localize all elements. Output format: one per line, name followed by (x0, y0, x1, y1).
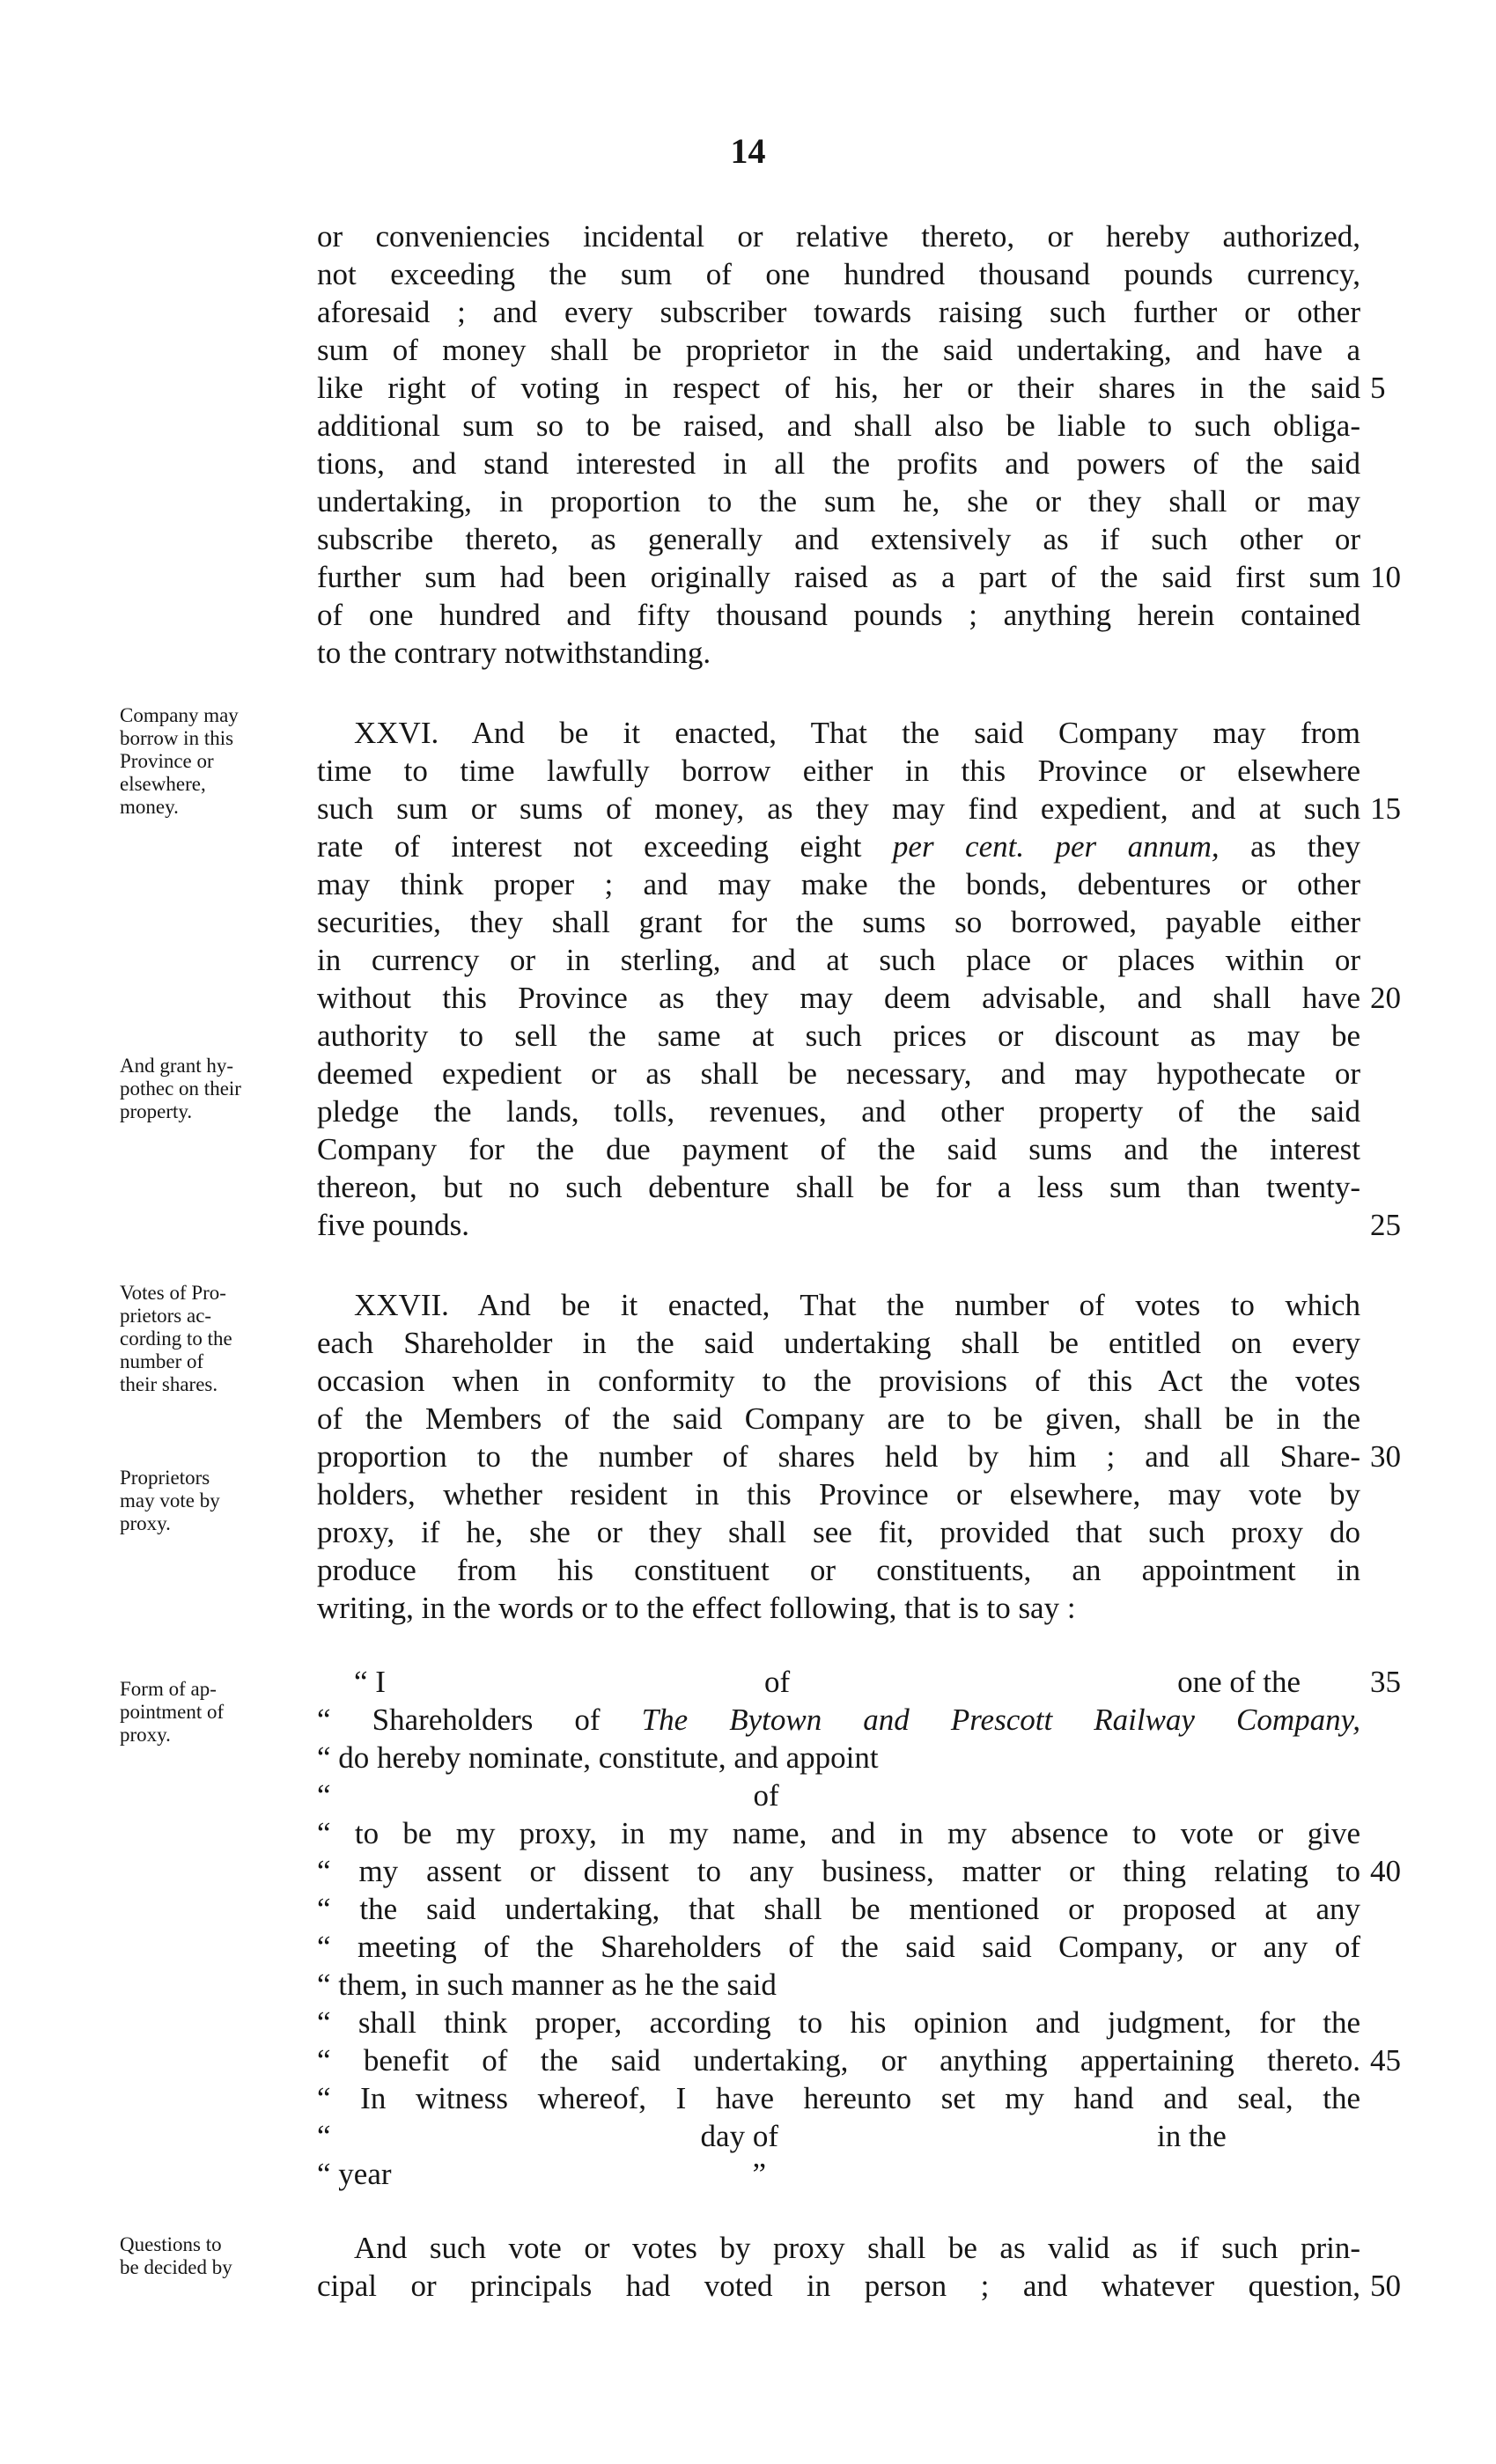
form-line: “ shall think proper, according to his opinion and judgment, for the (317, 2005, 1360, 2040)
margin-note-proxy: Proprietors may vote by proxy. (120, 1467, 220, 1534)
section-xxvi-heading: XXVI. And be it enacted, That the said Company may from (354, 716, 1360, 750)
text-line: cipal or principals had voted in person ; and whatever question, (317, 2269, 1360, 2303)
page-number: 14 (730, 131, 766, 171)
form-line: “ benefit of the said undertaking, or anything appertaining thereto. (317, 2043, 1360, 2078)
text-line: to the contrary notwithstanding. (317, 636, 711, 670)
margin-note-hypothec: And grant hy- pothec on their property. (120, 1055, 241, 1122)
line-number: 20 (1370, 981, 1401, 1015)
text-line: Company for the due payment of the said sums and the interest (317, 1132, 1360, 1166)
text-line: thereon, but no such debenture shall be for a less sum than twenty- (317, 1170, 1360, 1204)
text-line: time to time lawfully borrow either in this Province or elsewhere (317, 754, 1360, 788)
text-line: proxy, if he, she or they shall see fit, provided that such proxy do (317, 1515, 1360, 1549)
form-line: “ year ” (317, 2157, 767, 2191)
text-line: five pounds. (317, 1208, 470, 1242)
form-line: “ to be my proxy, in my name, and in my absence to vote or give (317, 1816, 1360, 1850)
margin-note-votes: Votes of Pro- prietors ac- cording to the number of their shares. (120, 1282, 232, 1395)
text-line: pledge the lands, tolls, revenues, and other property of the said (317, 1094, 1360, 1129)
margin-note-questions: Questions to be decided by (120, 2233, 232, 2278)
text-line: produce from his constituent or constituents, an appointment in (317, 1553, 1360, 1587)
margin-note-form: Form of ap- pointment of proxy. (120, 1678, 225, 1746)
text-line: in currency or in sterling, and at such place or places within or (317, 943, 1360, 977)
text-line: further sum had been originally raised as a part of the said first sum (317, 560, 1360, 594)
form-line: “ them, in such manner as he the said (317, 1968, 777, 2002)
line-number: 10 (1370, 560, 1401, 594)
text-line: tions, and stand interested in all the profits and powers of the said (317, 446, 1360, 481)
text-line: subscribe thereto, as generally and extensively as if such other or (317, 522, 1360, 556)
line-number: 30 (1370, 1439, 1401, 1474)
line-number: 25 (1370, 1208, 1401, 1242)
form-line: “ In witness whereof, I have hereunto set my hand and seal, the (317, 2081, 1360, 2115)
line-number: 35 (1370, 1665, 1401, 1699)
text-line: like right of voting in respect of his, her or their shares in the said (317, 371, 1360, 405)
text-line: of the Members of the said Company are to be given, shall be in the (317, 1401, 1360, 1436)
line-number: 40 (1370, 1854, 1401, 1888)
text-line: may think proper ; and may make the bonds, debentures or other (317, 867, 1360, 901)
form-line: “ my assent or dissent to any business, matter or thing relating to (317, 1854, 1360, 1888)
text-line: holders, whether resident in this Province or elsewhere, may vote by (317, 1477, 1360, 1511)
text-line: And such vote or votes by proxy shall be as valid as if such prin- (354, 2231, 1360, 2265)
text-line: sum of money shall be proprietor in the said undertaking, and have a (317, 333, 1360, 367)
text-line: each Shareholder in the said undertaking shall be entitled on every (317, 1326, 1360, 1360)
form-line: “ I of one of the (354, 1665, 1301, 1699)
line-number: 15 (1370, 791, 1401, 826)
text-line: proportion to the number of shares held by him ; and all Share- (317, 1439, 1360, 1474)
form-line: “ meeting of the Shareholders of the said said Company, or any of (317, 1930, 1360, 1964)
form-line: “ do hereby nominate, constitute, and appoint (317, 1740, 879, 1775)
form-line: “ day of in the (317, 2119, 1227, 2153)
text-line: writing, in the words or to the effect following, that is to say : (317, 1591, 1076, 1625)
line-number: 50 (1370, 2269, 1401, 2303)
text-line: undertaking, in proportion to the sum he, she or they shall or may (317, 484, 1360, 519)
form-line: “ Shareholders of The Bytown and Prescott Railway Company, (317, 1703, 1360, 1737)
text-line: occasion when in conformity to the provisions of this Act the votes (317, 1364, 1360, 1398)
line-number: 45 (1370, 2043, 1401, 2078)
text-line: of one hundred and fifty thousand pounds ; anything herein contained (317, 598, 1360, 632)
text-line: securities, they shall grant for the sums so borrowed, payable either (317, 905, 1360, 939)
text-line: rate of interest not exceeding eight per cent. per annum, as they (317, 829, 1360, 864)
text-line: aforesaid ; and every subscriber towards raising such further or other (317, 295, 1360, 329)
line-number: 5 (1370, 371, 1386, 405)
text-line: additional sum so to be raised, and shall also be liable to such obliga- (317, 408, 1360, 443)
form-line: “ of (317, 1778, 779, 1813)
section-xxvii-heading: XXVII. And be it enacted, That the number of votes to which (354, 1288, 1360, 1322)
text-line: not exceeding the sum of one hundred thousand pounds currency, (317, 257, 1360, 291)
text-line: without this Province as they may deem advisable, and shall have (317, 981, 1360, 1015)
text-line: or conveniencies incidental or relative thereto, or hereby authorized, (317, 219, 1360, 254)
margin-note-company-borrow: Company may borrow in this Province or elsewhere, money. (120, 704, 239, 818)
form-line: “ the said undertaking, that shall be mentioned or proposed at any (317, 1892, 1360, 1926)
text-line: deemed expedient or as shall be necessary, and may hypothecate or (317, 1056, 1360, 1091)
text-line: authority to sell the same at such prices or discount as may be (317, 1019, 1360, 1053)
text-line: such sum or sums of money, as they may find expedient, and at such (317, 791, 1360, 826)
